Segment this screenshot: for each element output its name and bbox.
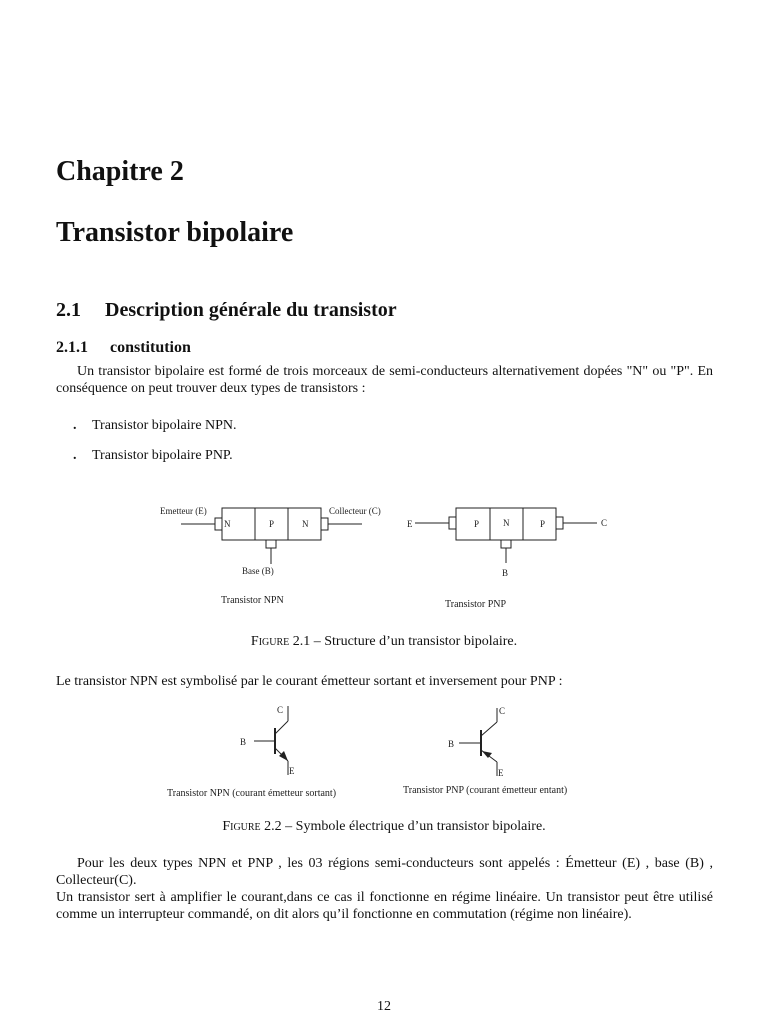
npn-base-label: Base (B) <box>242 566 274 576</box>
chapter-label: Chapitre 2 <box>56 156 184 187</box>
npn-region-1: N <box>224 519 231 529</box>
npn-collector-label: Collecteur (C) <box>329 506 381 516</box>
page-number: 12 <box>377 999 391 1014</box>
subsection-number: 2.1.1 <box>56 339 88 356</box>
pnp-region-3: P <box>540 519 546 529</box>
section-number: 2.1 <box>56 299 81 321</box>
npn-structure-diagram <box>160 506 381 606</box>
npn-symbol-base-label: B <box>240 737 247 747</box>
npn-symbol-paragraph: Le transistor NPN est symbolisé par le courant émetteur sortant et inversement pour PNP : <box>56 674 563 689</box>
pnp-emitter-label: E <box>407 519 413 529</box>
pnp-region-1: P <box>474 519 480 529</box>
regions-paragraph: Pour les deux types NPN et PNP , les 03 régions semi-conducteurs sont appelés : Émetteur (E) , base (B) , Collecteur(C). <box>56 856 713 888</box>
intro-paragraph: Un transistor bipolaire est formé de trois morceaux de semi-conducteurs alternativement dopées "N" ou "P". En conséquence on peut trouver deux types de transistors : <box>56 364 713 396</box>
npn-structure-caption: Transistor NPN <box>221 595 284 606</box>
pnp-symbol-diagram <box>403 706 567 796</box>
npn-region-2: P <box>269 519 275 529</box>
usage-paragraph: Un transistor sert à amplifier le courant,dans ce cas il fonctionne en régime linéaire. Un transistor peut être utilisé comme un interrupteur commandé, on dit alors qu’il fonctionne en commutation (régime non linéaire). <box>56 890 713 922</box>
pnp-structure-diagram <box>407 508 607 610</box>
npn-symbol-emitter-label: E <box>289 766 295 776</box>
npn-symbol-collector-label: C <box>277 705 284 715</box>
bullet-marker: . <box>73 418 77 433</box>
pnp-symbol-caption: Transistor PNP (courant émetteur entant) <box>403 785 568 796</box>
bullet-text: Transistor bipolaire NPN. <box>92 418 237 433</box>
npn-symbol-diagram <box>167 705 336 799</box>
emitter-arrow-icon <box>279 751 288 761</box>
pnp-region-2: N <box>503 518 510 528</box>
figure2-caption-prefix: Figure 2.2 <box>222 819 282 834</box>
figure1-caption-prefix: Figure 2.1 <box>250 634 311 649</box>
bullet-text: Transistor bipolaire PNP. <box>92 448 233 463</box>
figure2-caption-text: – Symbole électrique d’un transistor bipolaire. <box>281 819 546 834</box>
chapter-title: Transistor bipolaire <box>56 217 294 248</box>
bullet-marker: . <box>73 448 77 463</box>
figure1-caption <box>0 634 768 650</box>
pnp-collector-label: C <box>601 518 608 528</box>
section-title: Description générale du transistor <box>105 299 397 321</box>
npn-symbol-caption: Transistor NPN (courant émetteur sortant) <box>167 788 337 799</box>
pnp-structure-caption: Transistor PNP <box>445 599 507 610</box>
pnp-symbol-base-label: B <box>448 739 455 749</box>
figure1-caption-text: – Structure d’un transistor bipolaire. <box>310 634 518 649</box>
pnp-base-label: B <box>502 568 509 578</box>
npn-region-3: N <box>302 519 309 529</box>
subsection-title: constitution <box>110 339 191 356</box>
pnp-symbol-collector-label: C <box>499 706 506 716</box>
figure2-caption <box>0 819 768 835</box>
npn-emitter-label: Emetteur (E) <box>160 506 207 516</box>
pnp-symbol-emitter-label: E <box>498 768 504 778</box>
